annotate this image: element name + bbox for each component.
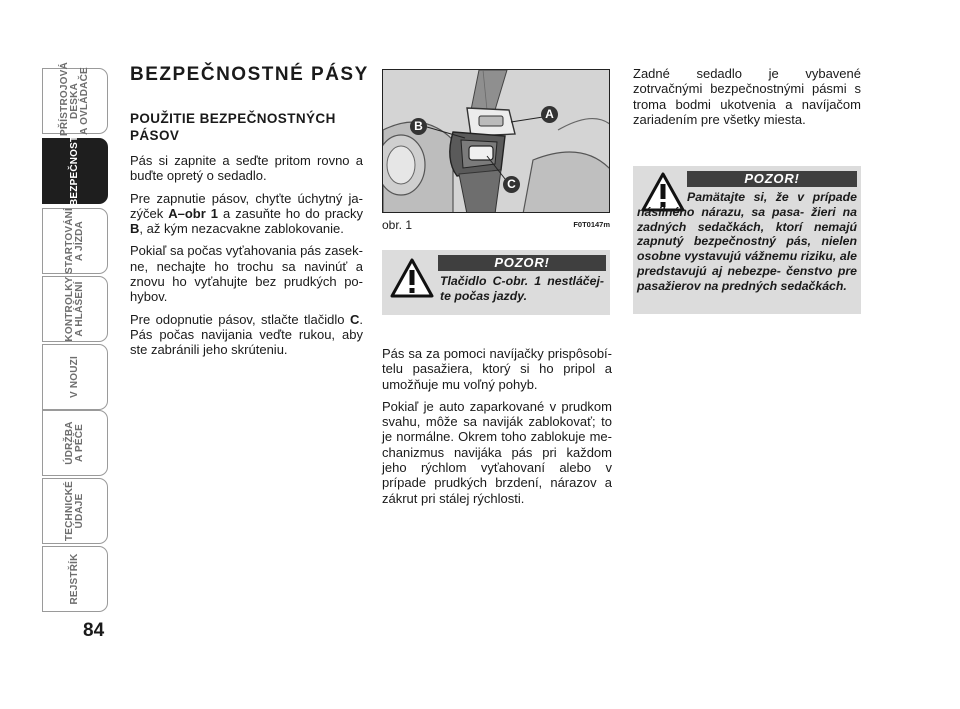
paragraph: Pás sa za pomoci navíjačky prispôsobí- telu pasažiera, ktorý si ho pripol a umožňuje mu voľný pohyb. xyxy=(382,346,612,392)
tab-rejstrik[interactable] xyxy=(42,546,108,612)
tab-label: ÚDRŽBA A PÉČE xyxy=(64,421,85,465)
text-run: . Pás počas navijania veďte rukou, aby ste zabránili jeho skrúteniu. xyxy=(130,311,363,358)
column-2 xyxy=(382,346,612,513)
warning-header: POZOR! xyxy=(438,255,606,271)
callout-c: C xyxy=(503,176,520,193)
text-run: Pre odopnutie pásov, stlačte tlačidlo xyxy=(130,311,350,327)
column-1 xyxy=(130,153,363,365)
warning-box xyxy=(382,250,610,315)
seatbelt-figure xyxy=(382,69,610,213)
paragraph: Pokiaľ sa počas vyťahovania pás zasek- ne, nechajte ho trochu sa navinúť a znovu ho vyťahujte bez prudkých po- hybov. xyxy=(130,243,363,305)
column-3 xyxy=(633,66,861,134)
tab-label: KONTROLKY A HLÁŠENÍ xyxy=(64,276,85,342)
tab-label: TECHNICKÉ ÚDAJE xyxy=(64,480,85,542)
page-title: BEZPEČNOSTNÉ PÁSY xyxy=(130,64,369,85)
warning-header: POZOR! xyxy=(687,171,857,187)
tab-label: REJSTŘÍK xyxy=(69,553,80,605)
paragraph: Pokiaľ je auto zaparkované v prudkom svahu, môže sa naviják zablokovať; to je normálne. Okrem toho zablokuje me- chanizmus navijáka pás pri každom jeho rýchlom vyťahovaní alebo v prípade prudkých brzdení, nárazov a zákrut pri stálej rýchlosti. xyxy=(382,398,612,506)
tab-label: V NOUZI xyxy=(69,356,80,398)
section-heading: POUŽITIE BEZPEČNOSTNÝCH PÁSOV xyxy=(130,111,336,143)
figure-caption-label: obr. 1 xyxy=(382,218,413,232)
part-ref: B xyxy=(130,221,140,237)
tab-udrzba[interactable] xyxy=(42,410,108,476)
warning-text: Tlačidlo C-obr. 1 nestláčej- te počas jazdy. xyxy=(440,274,604,303)
tab-pristrojova-deska[interactable] xyxy=(42,62,108,136)
warning-box xyxy=(633,166,861,314)
tab-startovani[interactable] xyxy=(42,208,108,274)
tab-kontrolky[interactable] xyxy=(42,276,108,342)
figure-code: F0T0147m xyxy=(573,220,610,229)
paragraph xyxy=(130,191,363,237)
callout-b: B xyxy=(410,118,427,135)
figure-caption xyxy=(382,218,610,232)
text-run: , až kým nezacvakne zablokovanie. xyxy=(139,221,344,237)
paragraph: Pás si zapnite a seďte pritom rovno a buďte opretý o sedadlo. xyxy=(130,153,363,184)
callout-a: A xyxy=(541,106,558,123)
page-number: 84 xyxy=(83,620,105,641)
text-run: Pre zapnutie pásov, chyťte úchytný ja- zýček xyxy=(130,190,363,221)
warning-text: Pamätajte si, že v prípade násilného nárazu, sa pasa- žieri na zadných sedačkách, ktorí nemajú zapnutý bezpečnostný pás, nielen osobne vystavujú vážnemu riziku, ale predstavujú aj nebezpe- čenstvo pre pasažierov na predných sedačkách. xyxy=(637,190,857,293)
tab-label: STARTOVÁNÍ A JÍZDA xyxy=(64,207,85,275)
tab-technicke-udaje[interactable] xyxy=(42,478,108,544)
tab-label: BEZPEČNOST xyxy=(69,135,80,206)
seatbelt-illustration xyxy=(383,70,610,213)
part-ref: C xyxy=(349,311,360,327)
paragraph xyxy=(130,312,363,358)
tab-bezpecnost[interactable] xyxy=(42,135,108,206)
tab-label: PŘÍSTROJOVÁ DESKA A OVLÁDAČE xyxy=(59,62,90,136)
figure-ref: A–obr 1 xyxy=(168,205,219,221)
warning-triangle-icon xyxy=(390,258,434,303)
text-run: a zasuňte ho do pracky xyxy=(218,205,364,221)
tab-v-nouzi[interactable] xyxy=(42,344,108,410)
paragraph: Zadné sedadlo je vybavené zotrvačnými bezpečnostnými pásmi s troma bodmi ukotvenia a navíjačom zariadením pre všetky miesta. xyxy=(633,66,861,127)
